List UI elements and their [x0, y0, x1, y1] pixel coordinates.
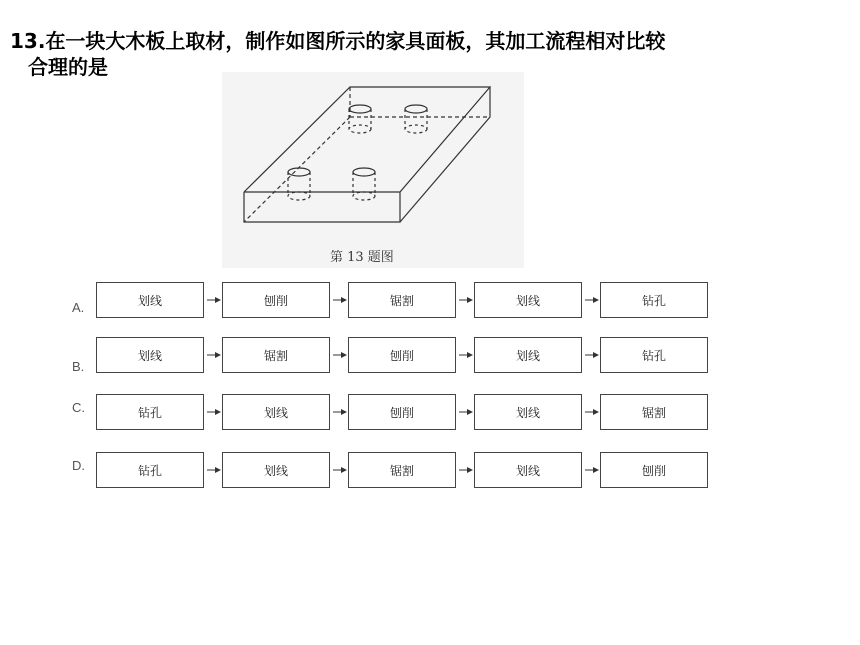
step-box: 刨削: [600, 452, 708, 488]
furniture-panel-figure: [222, 72, 524, 268]
option-c: [62, 388, 722, 450]
step-box: 锯割: [348, 452, 456, 488]
step-box: 刨削: [348, 394, 456, 430]
arrow-icon: [459, 465, 473, 475]
step-box: 锯割: [222, 337, 330, 373]
arrow-icon: [207, 465, 221, 475]
option-a: [62, 276, 722, 338]
step-box: 钻孔: [600, 337, 708, 373]
option-label: B.: [72, 359, 85, 374]
arrow-icon: [459, 295, 473, 305]
question-stem: 在一块大木板上取材，制作如图所示的家具面板，其加工流程相对比较: [45, 29, 666, 53]
step-box: 划线: [222, 452, 330, 488]
option-d: [62, 446, 722, 508]
arrow-icon: [207, 407, 221, 417]
option-label: C.: [72, 400, 85, 415]
step-box: 划线: [96, 337, 204, 373]
arrow-icon: [585, 350, 599, 360]
step-box: 刨削: [222, 282, 330, 318]
step-box: 锯割: [600, 394, 708, 430]
option-label: D.: [72, 458, 85, 473]
arrow-icon: [207, 295, 221, 305]
arrow-icon: [333, 295, 347, 305]
option-label: A.: [72, 300, 85, 315]
arrow-icon: [207, 350, 221, 360]
arrow-icon: [585, 407, 599, 417]
option-b: [62, 331, 722, 393]
step-box: 划线: [96, 282, 204, 318]
step-box: 钻孔: [600, 282, 708, 318]
step-box: 钻孔: [96, 452, 204, 488]
step-box: 划线: [474, 452, 582, 488]
question-line-1: [10, 28, 850, 54]
step-box: 划线: [474, 394, 582, 430]
step-box: 划线: [474, 337, 582, 373]
step-box: 锯割: [348, 282, 456, 318]
arrow-icon: [585, 295, 599, 305]
step-box: 划线: [474, 282, 582, 318]
question-line-2: 合理的是: [28, 55, 108, 79]
step-box: 刨削: [348, 337, 456, 373]
step-box: 钻孔: [96, 394, 204, 430]
arrow-icon: [459, 350, 473, 360]
panel-drawing: [222, 72, 524, 268]
step-box: 划线: [222, 394, 330, 430]
figure-caption: 第 13 题图: [330, 250, 394, 265]
arrow-icon: [585, 465, 599, 475]
arrow-icon: [459, 407, 473, 417]
arrow-icon: [333, 407, 347, 417]
question-number: 13.: [10, 29, 46, 53]
arrow-icon: [333, 465, 347, 475]
arrow-icon: [333, 350, 347, 360]
